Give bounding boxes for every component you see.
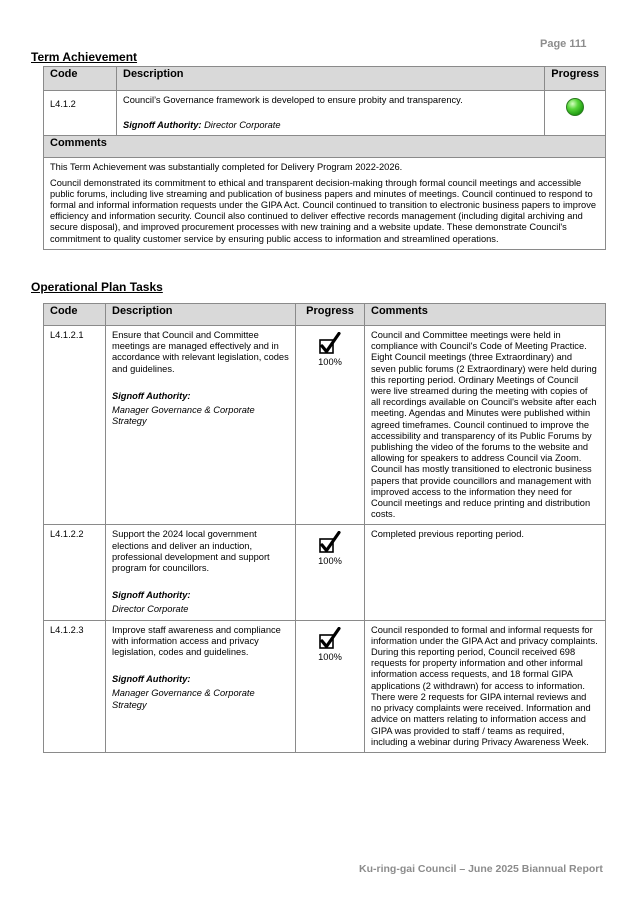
term-code: L4.1.2 xyxy=(44,91,117,136)
term-comment-detail: Council demonstrated its commitment to ethical and transparent decision-making through formal council meetings and accessible public forums, including live streaming and publication of business papers and minutes of meetings. Council continued to respond to formal and informal information requests under the GIPA Act. Council continued to transition to electronic business papers to improve efficiency and information security. Council also continued to deliver effective records management (including digital archiving and secure disposal), and improved procurement processes with new training and a website update. These demonstrate Council's commitment to quality customer service by ensuring public access to information and streamlined operations. xyxy=(50,177,597,244)
task-comment: Council responded to formal and informal requests for information under the GIPA Act and privacy complaints. During this reporting period, Council received 698 requests for property information and other informal information access requests, and 18 formal GIPA applications (2 withdrawn) for access to information. There were 2 requests for GIPA internal reviews and no privacy complaints were received. Information and advice on matters relating to information access and GIPA was provided to staff / teams as required, including a webinar during Privacy Awareness Week. xyxy=(365,620,606,752)
term-header-row xyxy=(44,67,606,91)
operational-plan-table xyxy=(43,303,606,753)
ops-header-progress: Progress xyxy=(296,304,365,326)
operational-plan-title: Operational Plan Tasks xyxy=(31,280,163,294)
status-green-icon xyxy=(566,98,584,116)
term-signoff-value: Director Corporate xyxy=(204,120,281,131)
task-description-cell xyxy=(106,326,296,525)
task-progress-cell xyxy=(296,525,365,620)
header-progress: Progress xyxy=(545,67,606,91)
task-progress-cell xyxy=(296,326,365,525)
ops-header-description: Description xyxy=(106,304,296,326)
task-code: L4.1.2.2 xyxy=(44,525,106,620)
task-signoff-value: Manager Governance & Corporate Strategy xyxy=(112,405,255,427)
term-signoff-label: Signoff Authority: xyxy=(123,120,202,131)
task-signoff-label: Signoff Authority: xyxy=(112,390,191,401)
term-comments-cell xyxy=(44,158,606,249)
checkmark-icon xyxy=(319,531,341,555)
task-description: Improve staff awareness and compliance with information access and privacy legislation, codes and guidelines. xyxy=(112,624,281,658)
header-comments: Comments xyxy=(44,136,606,158)
task-comment: Completed previous reporting period. xyxy=(365,525,606,620)
checkmark-icon xyxy=(319,332,341,356)
term-achievement-table xyxy=(43,66,606,250)
term-comment-summary: This Term Achievement was substantially completed for Delivery Program 2022-2026. xyxy=(50,162,403,173)
task-signoff-value: Director Corporate xyxy=(112,604,189,615)
term-comments-row xyxy=(44,158,606,249)
header-code: Code xyxy=(44,67,117,91)
term-description-cell xyxy=(117,91,545,136)
checkmark-icon xyxy=(319,627,341,651)
header-description: Description xyxy=(117,67,545,91)
task-description-cell xyxy=(106,620,296,752)
table-row xyxy=(44,525,606,620)
task-signoff-label: Signoff Authority: xyxy=(112,674,191,685)
term-progress-cell xyxy=(545,91,606,136)
task-progress-cell xyxy=(296,620,365,752)
term-description: Council’s Governance framework is developed to ensure probity and transparency. xyxy=(123,95,463,105)
task-description: Ensure that Council and Committee meetings are managed effectively and in accordance with relevant legislation, codes and guidelines. xyxy=(112,330,289,374)
report-footer: Ku-ring-gai Council – June 2025 Biannual Report xyxy=(359,863,603,875)
ops-header-row xyxy=(44,304,606,326)
page-number: Page 111 xyxy=(540,38,587,50)
task-progress-value: 100% xyxy=(318,357,342,367)
task-code: L4.1.2.3 xyxy=(44,620,106,752)
task-progress-value: 100% xyxy=(318,556,342,567)
term-row xyxy=(44,91,606,136)
term-signoff xyxy=(123,120,538,131)
table-row xyxy=(44,326,606,525)
task-signoff-label: Signoff Authority: xyxy=(112,590,191,601)
term-comments-header-row xyxy=(44,136,606,158)
ops-header-code: Code xyxy=(44,304,106,326)
task-signoff-value: Manager Governance & Corporate Strategy xyxy=(112,688,255,710)
task-progress-value: 100% xyxy=(318,651,342,662)
term-achievement-title: Term Achievement xyxy=(31,50,138,64)
ops-header-comments: Comments xyxy=(365,304,606,326)
task-comment: Council and Committee meetings were held in compliance with Council's Code of Meeting Practice. Eight Council meetings (three Extraordinary) and seven public forums (2 Extraordinary) were held during this reporting period. Ordinary Meetings of Council were live streamed during the meeting with copies of all recordings available on Council's website after each meeting. Agendas and Minutes were published within agreed timeframes. Council continued to improve the accessibility and transparency of its Public Forums by publishing the video of the forums to the website and allowing for speakers to address Council via Zoom. Council has mostly transitioned to electronic business papers that provide councillors and management with improved access to the information they need for Council meetings and reduce printing and distribution costs. xyxy=(365,326,606,525)
table-row xyxy=(44,620,606,752)
task-description-cell xyxy=(106,525,296,620)
task-code: L4.1.2.1 xyxy=(44,326,106,525)
task-description: Support the 2024 local government elections and deliver an induction, professional development and support program for councillors. xyxy=(112,529,270,574)
